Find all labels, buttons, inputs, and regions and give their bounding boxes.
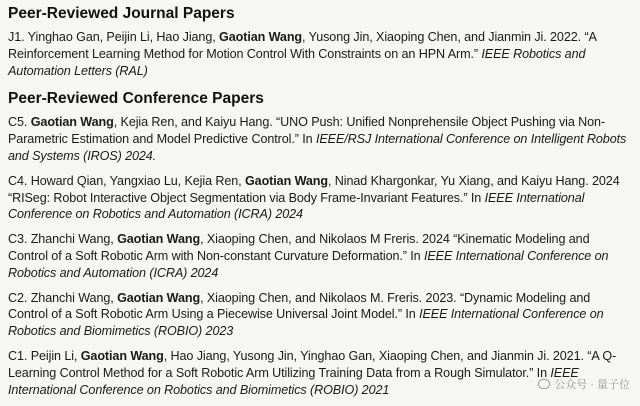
entry-label: C5.	[8, 115, 28, 130]
entry-venue: IEEE/RSJ International Conference on Intelligent Robots and Systems (IROS) 2024.	[8, 132, 627, 163]
entry-highlight-author: Gaotian Wang	[244, 173, 328, 188]
section-title-journal: Peer-Reviewed Journal Papers	[8, 5, 235, 22]
watermark-text: 公众号 · 量子位	[554, 379, 630, 391]
watermark	[538, 376, 630, 392]
entry-authors-post: , Kejia Ren, and Kaiyu Hang. “UNO Push: Unified Nonprehensile Object Pushing via Non-Parametric Estimation and Model Predictive Control.” In	[8, 115, 606, 147]
entry-authors-post: , Ninad Khargonkar, Yu Xiang, and Kaiyu Hang. 2024 “RISeg: Robot Interactive Object Segmentation via Body Frame-Invariant Features.” In	[8, 173, 620, 205]
entry-highlight-author: Gaotian Wang	[80, 348, 164, 363]
entry-authors-pre: Yinghao Gan, Peijin Li, Hao Jiang,	[27, 30, 220, 44]
entry-label: C3.	[8, 232, 28, 247]
entry-highlight-author: Gaotian Wang	[117, 232, 201, 247]
section-title-conference: Peer-Reviewed Conference Papers	[8, 90, 264, 108]
paper-entry-j1	[8, 29, 632, 79]
entry-label: C2.	[8, 290, 28, 305]
entry-highlight-author: Gaotian Wang	[30, 115, 114, 130]
paper-entry-c4	[8, 173, 632, 223]
entry-venue: IEEE International Conference on Robotics and Biomimetics (ROBIO) 2023	[8, 307, 604, 339]
entry-authors-post: , Hao Jiang, Yusong Jin, Yinghao Gan, Xiaoping Chen, and Jianmin Ji. 2021. “A Q-Learning Control Method for a Soft Robotic Arm Utilizing Training Data from a Rough Simulator.” In	[8, 348, 617, 380]
entry-authors-pre: Zhanchi Wang,	[30, 290, 118, 305]
entry-authors-pre: Zhanchi Wang,	[30, 232, 118, 247]
entry-authors-post: , Xiaoping Chen, and Nikolaos M Freris. 2024 “Kinematic Modeling and Control of a Soft Robotic Arm with Non-constant Curvature Deformation.” In	[8, 232, 590, 263]
paper-entry-c3	[8, 231, 632, 281]
entry-authors-post: , Yusong Jin, Xiaoping Chen, and Jianmin Ji. 2022. “A Reinforcement Learning Method for Motion Control With Constraints on an HPN Arm.”	[8, 30, 597, 61]
entry-authors-pre: Howard Qian, Yangxiao Lu, Kejia Ren,	[30, 173, 245, 188]
chat-bubble-icon	[538, 379, 550, 389]
entry-label: C4.	[8, 173, 28, 188]
entry-venue: IEEE International Conference on Robotics and Automation (ICRA) 2024	[8, 190, 585, 222]
entry-label: J1.	[8, 30, 25, 44]
entry-highlight-author: Gaotian Wang	[117, 290, 201, 305]
entry-highlight-author: Gaotian Wang	[219, 30, 303, 44]
paper-entry-c5	[8, 114, 632, 164]
paper-entry-c2	[8, 290, 632, 340]
publication-list	[8, 4, 632, 406]
entry-label: C1.	[8, 348, 28, 363]
entry-venue: IEEE International Conference on Robotics and Automation (ICRA) 2024	[8, 248, 609, 280]
entry-venue: IEEE Robotics and Automation Letters (RAL)	[8, 46, 586, 78]
entry-authors-post: , Xiaoping Chen, and Nikolaos M. Freris. 2023. “Dynamic Modeling and Control of a Soft Robotic Arm Using a Piecewise Universal Joint Model.” In	[8, 290, 591, 322]
entry-authors-pre: Peijin Li,	[30, 348, 81, 363]
entry-venue: IEEE International Conference on Robotics and Biomimetics (ROBIO) 2021	[8, 365, 579, 397]
